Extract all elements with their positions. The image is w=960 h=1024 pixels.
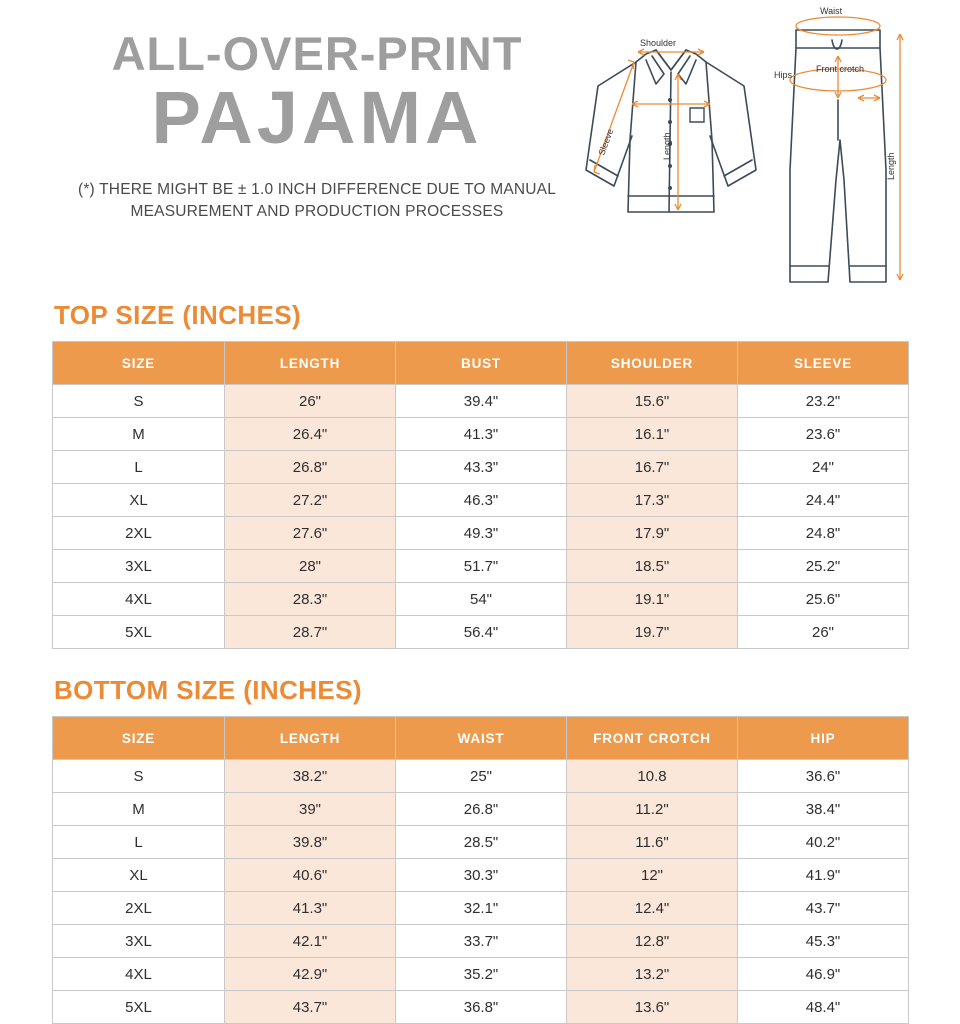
cell-size: 5XL [53,991,225,1024]
header [52,0,908,300]
table-row [53,958,909,991]
bottom-size-table [52,716,909,1024]
cell-length: 39.8" [225,826,396,859]
cell-shoulder: 19.1" [567,583,738,616]
cell-bust: 56.4" [396,616,567,649]
cell-length: 27.2" [225,484,396,517]
cell-shoulder: 17.9" [567,517,738,550]
cell-hip: 41.9" [738,859,909,892]
table-row [53,760,909,793]
table-row [53,616,909,649]
cell-waist: 35.2" [396,958,567,991]
title-block [52,27,582,224]
table-row [53,550,909,583]
column-header: WAIST [396,717,567,760]
cell-bust: 49.3" [396,517,567,550]
cell-shoulder: 16.7" [567,451,738,484]
column-header: SHOULDER [567,342,738,385]
table-header-row [53,342,909,385]
cell-length: 28.3" [225,583,396,616]
cell-size: XL [53,484,225,517]
cell-size: 3XL [53,925,225,958]
cell-hip: 40.2" [738,826,909,859]
cell-waist: 32.1" [396,892,567,925]
table-row [53,583,909,616]
label-length-bottom: Length [886,152,896,180]
cell-sleeve: 24" [738,451,909,484]
cell-hip: 48.4" [738,991,909,1024]
table-row [53,826,909,859]
cell-size: M [53,418,225,451]
cell-bust: 43.3" [396,451,567,484]
table-row [53,484,909,517]
page-title-line1: ALL-OVER-PRINT [111,27,523,80]
cell-shoulder: 18.5" [567,550,738,583]
cell-sleeve: 23.6" [738,418,909,451]
cell-size: 3XL [53,550,225,583]
cell-waist: 36.8" [396,991,567,1024]
cell-hip: 43.7" [738,892,909,925]
measurement-disclaimer: (*) THERE MIGHT BE ± 1.0 INCH DIFFERENCE DUE TO MANUAL MEASUREMENT AND PRODUCTION PROCESSES [77,180,557,221]
cell-length: 42.1" [225,925,396,958]
cell-waist: 26.8" [396,793,567,826]
cell-bust: 51.7" [396,550,567,583]
cell-waist: 25" [396,760,567,793]
column-header: BUST [396,342,567,385]
top-size-table [52,341,909,649]
cell-bust: 39.4" [396,385,567,418]
cell-front-crotch: 12" [567,859,738,892]
cell-hip: 46.9" [738,958,909,991]
cell-length: 40.6" [225,859,396,892]
column-header: FRONT CROTCH [567,717,738,760]
cell-size: 2XL [53,517,225,550]
bottom-size-heading: BOTTOM SIZE (INCHES) [54,675,362,705]
column-header: LENGTH [225,342,396,385]
cell-front-crotch: 12.8" [567,925,738,958]
cell-size: S [53,760,225,793]
cell-hip: 45.3" [738,925,909,958]
cell-front-crotch: 10.8 [567,760,738,793]
table-row [53,793,909,826]
cell-waist: 28.5" [396,826,567,859]
cell-length: 43.7" [225,991,396,1024]
cell-bust: 54" [396,583,567,616]
cell-waist: 33.7" [396,925,567,958]
cell-sleeve: 26" [738,616,909,649]
cell-sleeve: 24.4" [738,484,909,517]
cell-length: 41.3" [225,892,396,925]
cell-size: 4XL [53,958,225,991]
cell-front-crotch: 13.6" [567,991,738,1024]
table-row [53,892,909,925]
table-row [53,451,909,484]
label-front-crotch: Front crotch [816,64,865,74]
cell-waist: 30.3" [396,859,567,892]
cell-sleeve: 23.2" [738,385,909,418]
table-header-row [53,717,909,760]
column-header: SIZE [53,342,225,385]
cell-hip: 38.4" [738,793,909,826]
label-waist: Waist [820,6,843,16]
cell-length: 27.6" [225,517,396,550]
table-row [53,418,909,451]
cell-bust: 46.3" [396,484,567,517]
cell-length: 39" [225,793,396,826]
pajama-illustration [528,0,918,300]
cell-front-crotch: 11.2" [567,793,738,826]
cell-length: 26.4" [225,418,396,451]
table-row [53,517,909,550]
cell-hip: 36.6" [738,760,909,793]
cell-shoulder: 19.7" [567,616,738,649]
label-sleeve: Sleeve [596,127,616,157]
label-shoulder: Shoulder [640,38,677,48]
cell-sleeve: 25.2" [738,550,909,583]
cell-shoulder: 17.3" [567,484,738,517]
table-row [53,925,909,958]
cell-length: 26.8" [225,451,396,484]
label-length-top: Length [662,132,672,160]
cell-length: 38.2" [225,760,396,793]
cell-front-crotch: 12.4" [567,892,738,925]
column-header: SIZE [53,717,225,760]
column-header: LENGTH [225,717,396,760]
cell-size: M [53,793,225,826]
cell-sleeve: 25.6" [738,583,909,616]
cell-size: L [53,451,225,484]
cell-front-crotch: 11.6" [567,826,738,859]
cell-length: 28" [225,550,396,583]
cell-shoulder: 15.6" [567,385,738,418]
top-size-heading: TOP SIZE (INCHES) [54,300,302,330]
cell-shoulder: 16.1" [567,418,738,451]
label-hips: Hips [774,70,793,80]
cell-bust: 41.3" [396,418,567,451]
table-row [53,991,909,1024]
table-row [53,385,909,418]
column-header: HIP [738,717,909,760]
cell-size: 5XL [53,616,225,649]
column-header: SLEEVE [738,342,909,385]
cell-size: S [53,385,225,418]
cell-length: 28.7" [225,616,396,649]
table-row [53,859,909,892]
page-title-line2: PAJAMA [151,76,483,159]
cell-size: XL [53,859,225,892]
cell-size: 4XL [53,583,225,616]
cell-length: 42.9" [225,958,396,991]
cell-front-crotch: 13.2" [567,958,738,991]
cell-sleeve: 24.8" [738,517,909,550]
cell-size: L [53,826,225,859]
cell-length: 26" [225,385,396,418]
cell-size: 2XL [53,892,225,925]
